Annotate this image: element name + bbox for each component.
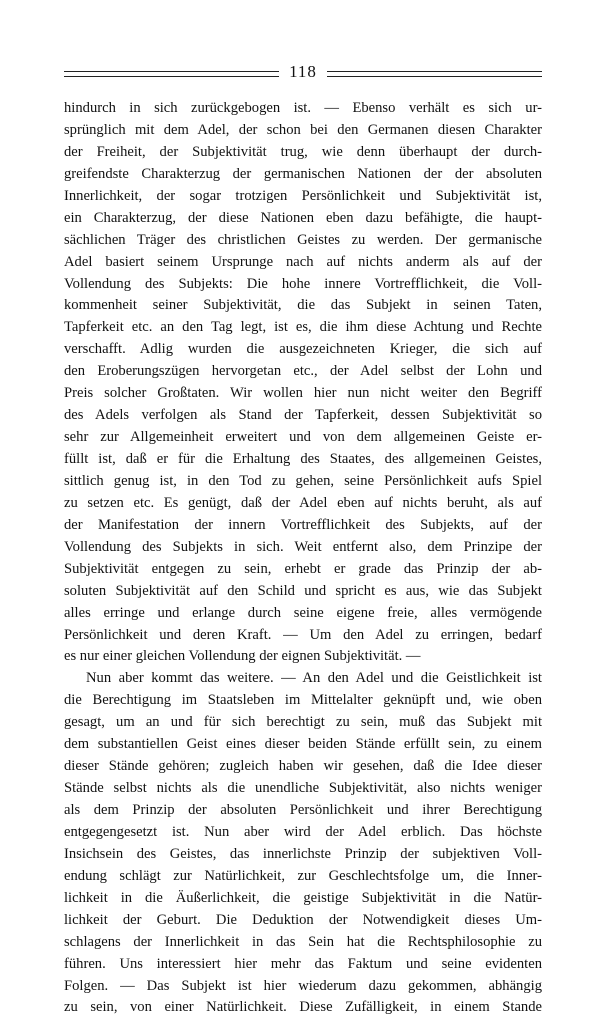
text-line: sprünglich mit dem Adel, der schon bei den Germanen diesen Charakter (64, 121, 542, 138)
text-line: Insichsein des Geistes, das innerlichste Prinzip der subjektiven Voll- (64, 845, 542, 862)
text-line: endung schlägt zur Natürlichkeit, zur Geschlechtsfolge um, die Inner- (64, 867, 542, 884)
text-line: als dem Prinzip der absoluten Persönlichkeit und ihrer Berechtigung (64, 802, 542, 818)
text-line: ein Charakterzug, der diese Nationen eben dazu befähigte, die haupt- (64, 209, 542, 226)
text-line: alles erringe und erlange durch seine eigene freie, alles vermögende (64, 604, 542, 621)
book-page (64, 60, 542, 1019)
text-line: schlagens der Innerlichkeit in das Sein hat die Rechtsphilosophie zu (64, 933, 542, 950)
text-line: kommenheit seiner Subjektivität, die das Subjekt in seinen Taten, (64, 297, 542, 314)
text-line: greifendste Charakterzug der germanischen Nationen der der absoluten (64, 165, 542, 182)
text-line: des Adels verfolgen als Stand der Tapferkeit, dessen Subjektivität so (64, 407, 542, 424)
text-line: der Manifestation der innern Vortrefflichkeit des Subjekts, auf der (64, 516, 542, 533)
text-line: Vollendung des Subjekts: Die hohe innere Vortrefflichkeit, die Voll- (64, 275, 542, 292)
text-line: sächlichen Träger des christlichen Geistes zu werden. Der germanische (64, 231, 542, 248)
text-line: dieser Stände gehören; zugleich haben wir gesehen, daß die Idee dieser (64, 758, 542, 775)
text-line: Folgen. — Das Subjekt ist hier wiederum dazu gekommen, abhängig (64, 977, 542, 994)
text-line: Adel basiert seinem Ursprunge nach auf nichts anderm als auf der (64, 253, 542, 270)
text-line: Innerlichkeit, der sogar trotzigen Persönlichkeit und Subjektivität ist, (64, 187, 542, 204)
page-header (64, 60, 542, 84)
text-line: lichkeit in die Äußerlichkeit, die geistige Subjektivität in die Natür- (64, 889, 542, 906)
text-line: führen. Uns interessiert hier mehr das Faktum und seine evidenten (64, 955, 542, 972)
text-line: soluten Subjektivität auf den Schild und spricht es aus, wie das Subjekt (64, 582, 542, 599)
text-line: verschafft. Adlig wurden die ausgezeichneten Krieger, die sich auf (64, 341, 542, 358)
text-line: sittlich genug ist, in den Tod zu gehen, seine Persönlichkeit aufs Spiel (64, 472, 542, 489)
text-line: hindurch in sich zurückgebogen ist. — Ebenso verhält es sich ur- (64, 100, 542, 116)
text-line: zu setzen etc. Es genügt, daß der Adel eben auf nichts beruht, als auf (64, 494, 542, 511)
text-line: gesagt, um an und für sich berechtigt zu sein, muß das Subjekt mit (64, 714, 542, 731)
text-line: den Eroberungszügen hervorgetan etc., der Adel selbst der Lohn und (64, 363, 542, 380)
text-line: die Berechtigung im Staatsleben im Mittelalter geknüpft und, wie oben (64, 692, 542, 709)
text-line: zu sein, von einer Natürlichkeit. Diese Zufälligkeit, in einem Stande (64, 999, 542, 1016)
header-rule-left (64, 71, 279, 77)
text-line: Persönlichkeit und deren Kraft. — Um den Adel zu erringen, bedarf (64, 626, 542, 643)
text-line: lichkeit der Geburt. Die Deduktion der Notwendigkeit dieses Um- (64, 911, 542, 928)
text-line: füllt ist, daß er für die Erhaltung des Staates, des allgemeinen Geistes, (64, 451, 542, 467)
header-rule-right (327, 71, 542, 77)
text-line: Stände selbst nichts als die unendliche Subjektivität, also nichts weniger (64, 780, 542, 797)
text-line: Nun aber kommt das weitere. — An den Adel und die Geistlichkeit ist (86, 670, 542, 687)
page-number: 118 (283, 62, 323, 82)
text-line: es nur einer gleichen Vollendung der eignen Subjektivität. — (64, 648, 421, 665)
text-line: sehr zur Allgemeinheit erweitert und von dem allgemeinen Geiste er- (64, 429, 542, 446)
text-line: Tapferkeit etc. an den Tag legt, ist es, die ihm diese Achtung und Rechte (64, 319, 542, 336)
text-line: dem substantiellen Geist eines dieser beiden Stände erfüllt sein, zu einem (64, 736, 542, 753)
text-line: der Freiheit, der Subjektivität trug, wie denn überhaupt der durch- (64, 143, 542, 160)
body-text (64, 98, 542, 1019)
text-line: Vollendung des Subjekts in sich. Weit entfernt also, dem Prinzipe der (64, 538, 542, 555)
text-line: entgegengesetzt ist. Nun aber wird der Adel erblich. Das höchste (64, 823, 542, 840)
text-line: Subjektivität entgegen zu sein, erhebt er grade das Prinzip der ab- (64, 560, 542, 577)
text-line: Preis solcher Großtaten. Wir wollen hier nun nicht weiter den Begriff (64, 385, 542, 402)
